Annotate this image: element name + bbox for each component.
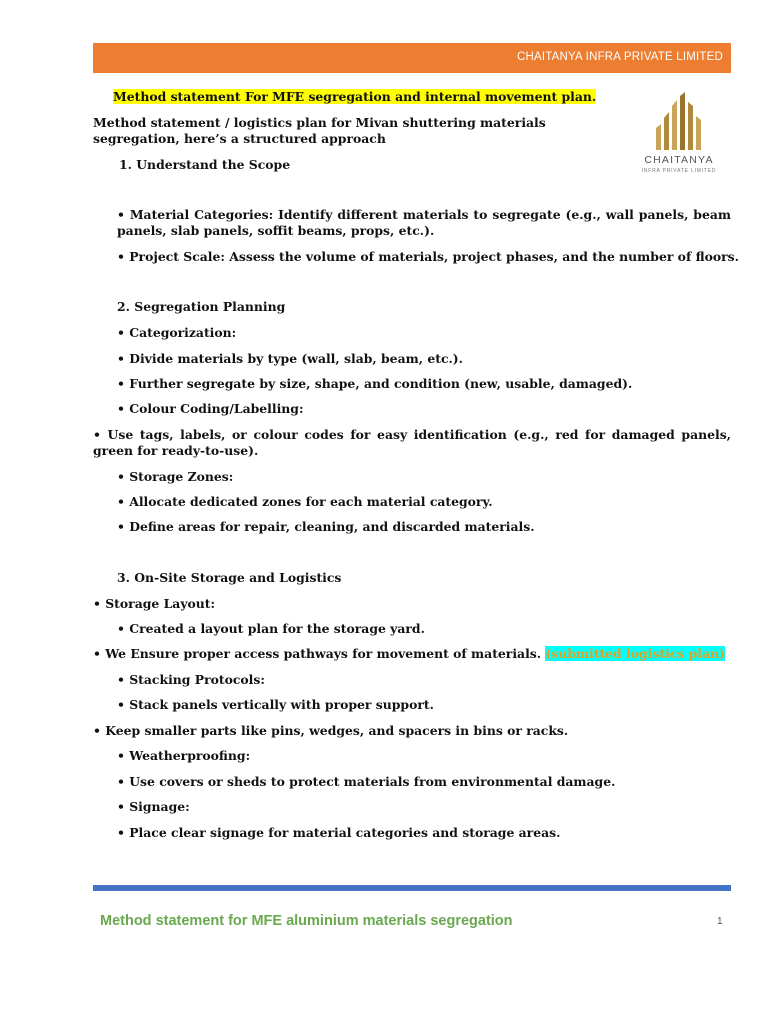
- footer-rule: [93, 885, 731, 891]
- stacking-protocols-item: • Stacking Protocols:: [117, 672, 265, 687]
- tags-labels-item: • Use tags, labels, or colour codes for easy identification (e.g., red for damaged panels, green for ready-to-use).: [93, 427, 731, 458]
- company-name: CHAITANYA INFRA PRIVATE LIMITED: [517, 51, 723, 63]
- section-3-heading: 3. On-Site Storage and Logistics: [117, 570, 342, 585]
- access-pathways-item: [93, 646, 725, 662]
- storage-layout-item: • Storage Layout:: [93, 596, 216, 611]
- section-1-heading: 1. Understand the Scope: [119, 157, 291, 172]
- colour-coding-item: • Colour Coding/Labelling:: [117, 401, 304, 416]
- storage-zones-item: • Storage Zones:: [117, 469, 234, 484]
- header-bar: [93, 43, 731, 73]
- page-number: 1: [717, 916, 723, 927]
- weatherproofing-item: • Weatherproofing:: [117, 748, 251, 763]
- section-2-heading: 2. Segregation Planning: [117, 299, 286, 314]
- project-scale-item: • Project Scale: Assess the volume of materials, project phases, and the number of floors.: [117, 249, 739, 264]
- material-categories-item: • Material Categories: Identify different materials to segregate (e.g., wall panels, beam panels, slab panels, soffit beams, props, etc.).: [117, 207, 731, 238]
- place-signage-item: • Place clear signage for material categories and storage areas.: [117, 825, 561, 840]
- allocate-zones-item: • Allocate dedicated zones for each material category.: [117, 494, 493, 509]
- logo-subtitle: INFRA PRIVATE LIMITED: [641, 168, 717, 174]
- signage-item: • Signage:: [117, 799, 190, 814]
- divide-materials-item: • Divide materials by type (wall, slab, beam, etc.).: [117, 351, 463, 366]
- logistics-plan-note: (submitted logistics plan): [545, 646, 725, 661]
- footer-title: Method statement for MFE aluminium materials segregation: [100, 913, 513, 929]
- define-areas-item: • Define areas for repair, cleaning, and discarded materials.: [117, 519, 535, 534]
- layout-plan-item: • Created a layout plan for the storage yard.: [117, 621, 425, 636]
- intro-paragraph: Method statement / logistics plan for Mivan shuttering materials segregation, here’s a structured approach: [93, 115, 546, 146]
- stack-panels-item: • Stack panels vertically with proper support.: [117, 697, 434, 712]
- smaller-parts-item: • Keep smaller parts like pins, wedges, and spacers in bins or racks.: [93, 723, 569, 738]
- covers-sheds-item: • Use covers or sheds to protect materials from environmental damage.: [117, 774, 616, 789]
- logo-name: CHAITANYA: [644, 154, 714, 166]
- access-pathways-text: • We Ensure proper access pathways for movement of materials.: [93, 646, 546, 661]
- further-segregate-item: • Further segregate by size, shape, and condition (new, usable, damaged).: [117, 376, 633, 391]
- company-logo: [634, 90, 724, 180]
- document-title-text: Method statement For MFE segregation and internal movement plan.: [113, 89, 597, 104]
- document-title: [113, 89, 596, 105]
- logo-icon: [634, 90, 724, 154]
- categorization-item: • Categorization:: [117, 325, 237, 340]
